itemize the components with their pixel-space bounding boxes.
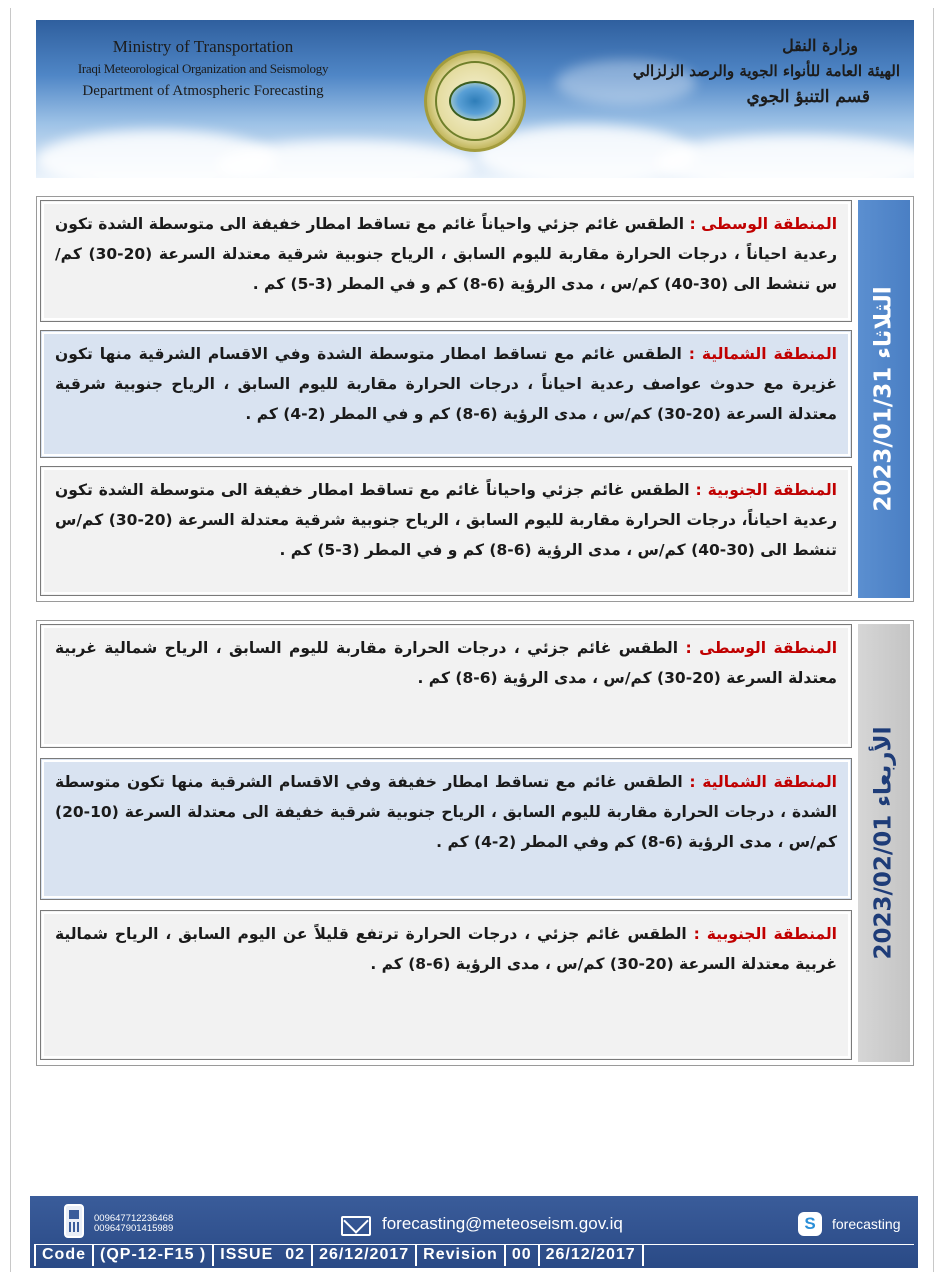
region-forecast-central: [40, 200, 852, 322]
region-text: الطقس غائم مع تساقط امطار متوسطة الشدة وفي الاقسام الشرقية منها تكون غزيرة مع حدوث عواصف رعدية احياناً ، درجات الحرارة مقاربة لليوم السابق ، الرياح جنوبية شرقية معتدلة السرعة (20-30) كم/س ، مدى الرؤية (6-8) كم و في المطر (2-4) كم .: [55, 345, 837, 423]
organization-seal-icon: [424, 50, 526, 152]
issue-label: ISSUE: [220, 1246, 274, 1263]
day-label-column: [858, 200, 910, 598]
ministry-name-ar: وزارة النقل: [782, 36, 858, 55]
department-name-ar: قسم التنبؤ الجوي: [746, 87, 870, 107]
region-forecast-north: [40, 758, 852, 900]
issue-date: 26/12/2017: [313, 1245, 417, 1266]
region-name: المنطقة الوسطى :: [685, 639, 838, 657]
ministry-name-en: Ministry of Transportation: [112, 37, 294, 56]
day-section-2: [36, 620, 914, 1066]
mail-icon: [341, 1216, 371, 1236]
region-text: الطقس غائم جزئي واحياناً غائم مع تساقط امطار خفيفة الى متوسطة الشدة تكون رعدية احياناً ، درجات الحرارة مقاربة لليوم السابق ، الرياح جنوبية شرقية معتدلة السرعة (20-30) كم/س تنشط الى (30-40) كم/س ، مدى الرؤية (6-8) كم و في المطر (3-5) كم .: [55, 215, 837, 293]
phone-number-2: 009647901415989: [94, 1223, 174, 1234]
day-section-1: [36, 196, 914, 602]
header-arabic: [600, 34, 900, 110]
day-label: الثلاثاء 2023/01/31: [871, 286, 897, 512]
region-name: المنطقة الوسطى :: [689, 215, 838, 233]
revision-number: 00: [506, 1245, 540, 1266]
issue-number: 02: [279, 1245, 313, 1266]
organization-name-en: Iraqi Meteorological Organization and Seismology: [77, 61, 329, 76]
code-label: Code: [34, 1245, 94, 1266]
day-label-column: [858, 624, 910, 1062]
region-name: المنطقة الشمالية :: [689, 773, 837, 791]
phone-icon: [64, 1204, 84, 1238]
region-name: المنطقة الجنوبية :: [693, 925, 837, 943]
header-english: [48, 36, 358, 102]
region-name: المنطقة الشمالية :: [688, 345, 837, 363]
revision-label: Revision: [417, 1245, 506, 1266]
skype-handle[interactable]: forecasting: [832, 1216, 901, 1232]
phone-number-1: 009647712236468: [94, 1213, 174, 1224]
region-text: الطقس غائم مع تساقط امطار خفيفة وفي الاقسام الشرقية منها تكون متوسطة الشدة ، درجات الحرارة مقاربة لليوم السابق ، الرياح جنوبية شرقية خفيفة الى معتدلة السرعة (10-20) كم/س ، مدى الرؤية (6-8) كم وفي المطر (2-4) كم .: [55, 773, 837, 851]
revision-date: 26/12/2017: [540, 1245, 644, 1266]
region-text: الطقس غائم جزئي ، درجات الحرارة ترتفع قليلاً عن اليوم السابق ، الرياح شمالية غربية معتدلة السرعة (20-30) كم/س ، مدى الرؤية (6-8) كم .: [55, 925, 837, 973]
region-forecast-south: [40, 910, 852, 1060]
document-code-bar: [34, 1244, 914, 1266]
day-label: الأربعاء 2023/02/01: [871, 726, 898, 960]
header-banner: [36, 20, 914, 178]
region-forecast-north: [40, 330, 852, 458]
region-forecast-south: [40, 466, 852, 596]
skype-icon: S: [798, 1212, 822, 1236]
email-address[interactable]: forecasting@meteoseism.gov.iq: [382, 1214, 623, 1233]
code-value: (QP-12-F15 ): [94, 1245, 214, 1266]
department-name-en: Department of Atmospheric Forecasting: [82, 83, 324, 99]
region-name: المنطقة الجنوبية :: [695, 481, 837, 499]
region-text: الطقس غائم جزئي ، درجات الحرارة مقاربة لليوم السابق ، الرياح شمالية غربية معتدلة السرعة (20-30) كم/س ، مدى الرؤية (6-8) كم .: [55, 639, 837, 687]
footer: [30, 1196, 918, 1268]
organization-name-ar: الهيئة العامة للأنواء الجوية والرصد الزلزالي: [632, 62, 900, 80]
region-forecast-central: [40, 624, 852, 748]
phone-numbers: [94, 1214, 173, 1234]
region-text: الطقس غائم جزئي واحياناً غائم مع تساقط امطار خفيفة الى متوسطة الشدة تكون رعدية احياناً، درجات الحرارة مقاربة لليوم السابق ، الرياح جنوبية شرقية معتدلة السرعة (20-30) كم/س تنشط الى (30-40) كم/س ، مدى الرؤية (6-8) كم و في المطر (3-5) كم .: [55, 481, 837, 559]
